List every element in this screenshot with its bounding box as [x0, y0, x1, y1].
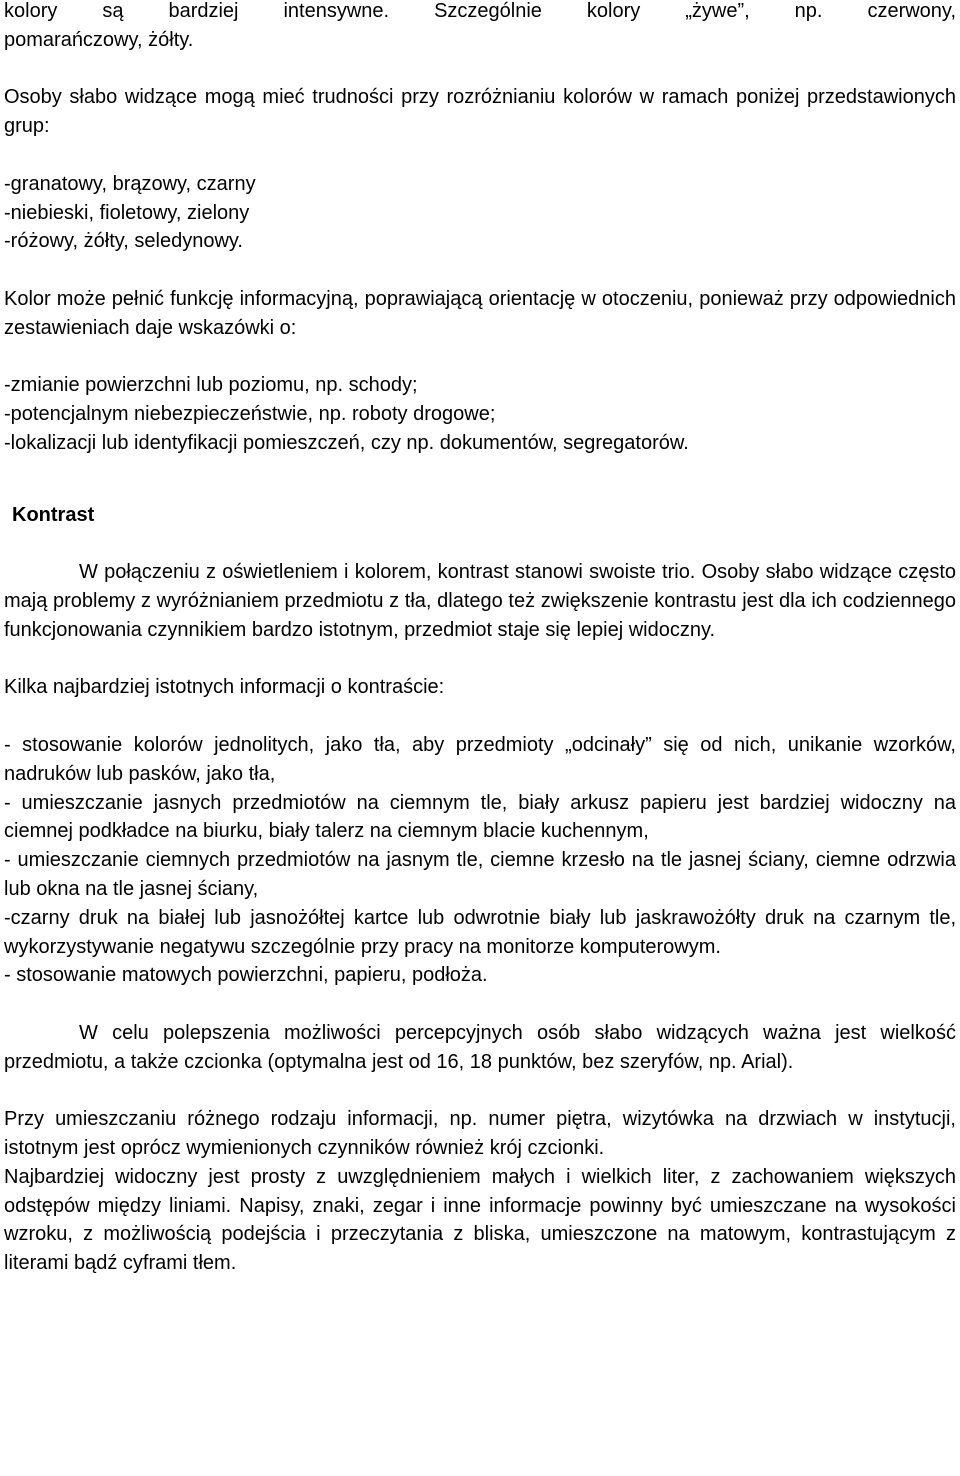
size-paragraph: W celu polepszenia możliwości percepcyjnych osób słabo widzących ważna jest wielkość przedmiotu, a także czcionka (optymalna jest od 16, 18 punktów, bez szeryfów, np. Arial).: [4, 1021, 956, 1073]
color-groups-list: [4, 170, 956, 256]
font-paragraph: Przy umieszczaniu różnego rodzaju informacji, np. numer piętra, wizytówka na drzwiach w instytucji, istotnym jest oprócz wymienionych czynników również krój czcionki.: [4, 1108, 956, 1160]
hint-item: -lokalizacji lub identyfikacji pomieszczeń, czy np. dokumentów, segregatorów.: [4, 431, 689, 454]
contrast-info-list: [4, 731, 956, 990]
groups-intro-paragraph: Osoby słabo widzące mogą mieć trudności przy rozróżnianiu kolorów w ramach poniżej przedstawionych grup:: [4, 86, 956, 138]
last-paragraph: Najbardziej widoczny jest prosty z uwzględnieniem małych i wielkich liter, z zachowaniem większych odstępów między liniami. Napisy, znaki, zegar i inne informacje powinny być umieszczane na wysokości wzroku, z możliwością podejścia i przeczytania z bliska, umieszczone na matowym, kontrastującym z literami bądź cyframi tłem.: [4, 1165, 956, 1275]
info-item: - stosowanie matowych powierzchni, papieru, podłoża.: [4, 964, 488, 987]
info-item: - umieszczanie jasnych przedmiotów na ciemnym tle, biały arkusz papieru jest bardziej widoczny na ciemnej podkładce na biurku, biały talerz na ciemnym blacie kuchennym,: [4, 791, 956, 843]
color-group-item: -różowy, żółty, seledynowy.: [4, 230, 243, 253]
kolor-paragraph: Kolor może pełnić funkcję informacyjną, poprawiającą orientację w otoczeniu, ponieważ przy odpowiednich zestawieniach daje wskazówki o:: [4, 287, 956, 339]
info-item: - umieszczanie ciemnych przedmiotów na jasnym tle, ciemne krzesło na tle jasnej ściany, ciemne odrzwia lub okna na tle jasnej ściany,: [4, 849, 956, 900]
hints-list: [4, 371, 956, 457]
hint-item: -zmianie powierzchni lub poziomu, np. schody;: [4, 374, 418, 397]
kontrast-heading: Kontrast: [12, 503, 95, 526]
intro-tail-line-2: pomarańczowy, żółty.: [4, 28, 194, 51]
info-intro: Kilka najbardziej istotnych informacji o kontraście:: [4, 676, 445, 699]
info-item: - stosowanie kolorów jednolitych, jako tła, aby przedmioty „odcinały” się od nich, unikanie wzorków, nadruków lub pasków, jako tła,: [4, 733, 956, 785]
kontrast-paragraph: W połączeniu z oświetleniem i kolorem, kontrast stanowi swoiste trio. Osoby słabo widzące często mają problemy z wyróżnianiem przedmiotu z tła, dlatego też zwiększenie kontrastu jest dla ich codziennego funkcjonowania czynnikiem bardzo istotnym, przedmiot staje się lepiej widoczny.: [4, 561, 956, 641]
intro-tail-line-1: kolory są bardziej intensywne. Szczególnie kolory „żywe”, np. czerwony,: [4, 0, 956, 22]
color-group-item: -granatowy, brązowy, czarny: [4, 172, 256, 195]
color-group-item: -niebieski, fioletowy, zielony: [4, 201, 250, 224]
info-item: -czarny druk na białej lub jasnożółtej kartce lub odwrotnie biały lub jaskrawożółty druk na czarnym tle, wykorzystywanie negatywu szczególnie przy pracy na monitorze komputerowym.: [4, 906, 956, 958]
hint-item: -potencjalnym niebezpieczeństwie, np. roboty drogowe;: [4, 403, 496, 426]
